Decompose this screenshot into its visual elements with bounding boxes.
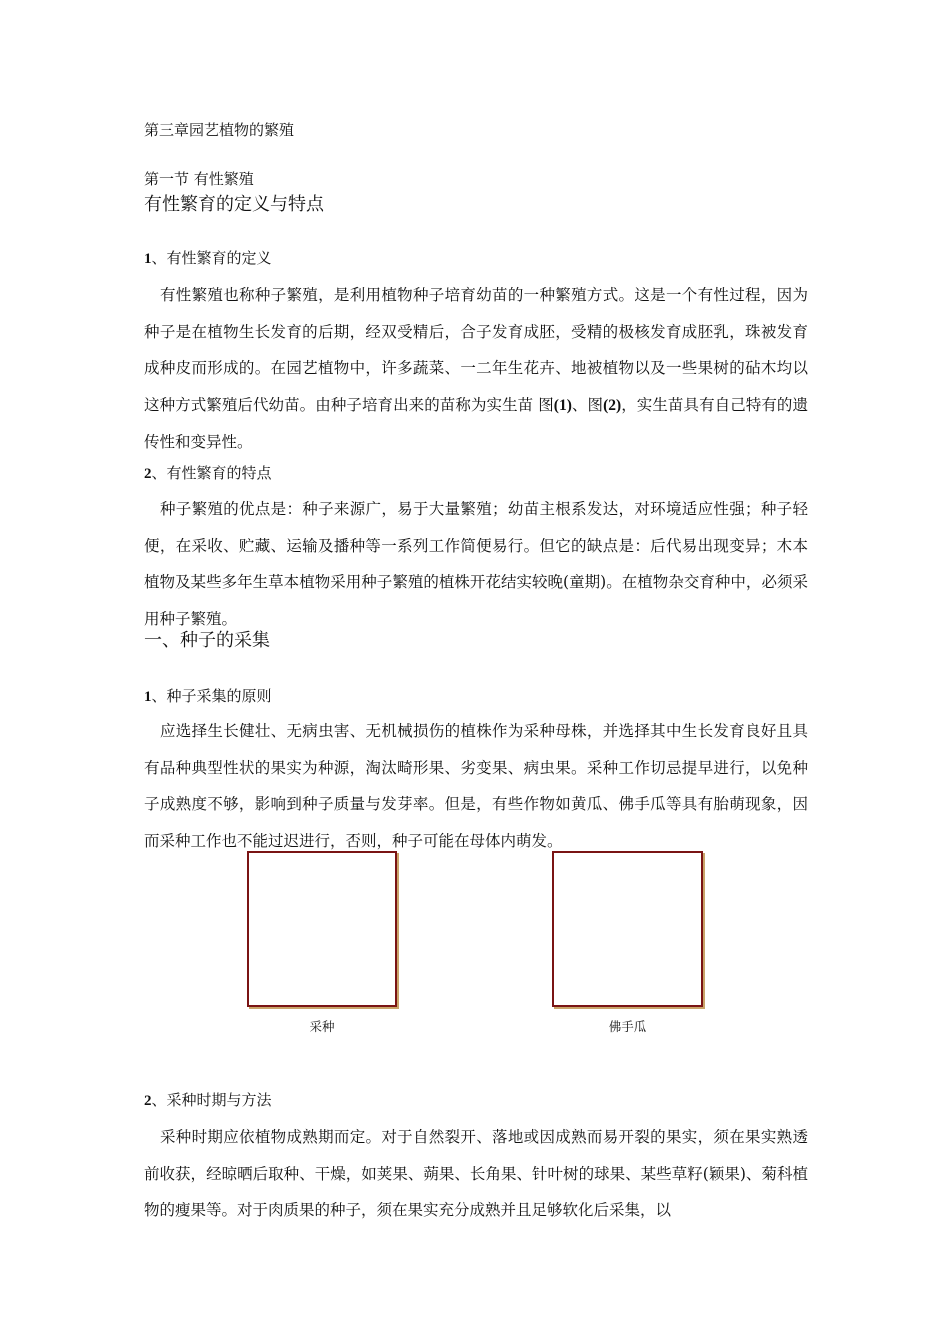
heading-text: 、有性繁育的特点 [151,464,272,482]
heading-number: 2 [144,466,152,482]
chapter-title: 第三章园艺植物的繁殖 [144,121,295,139]
heading-text: 、采种时期与方法 [151,1091,272,1109]
heading-timing-methods [144,1089,272,1110]
heading-principles [144,685,272,706]
figure-ref-1: (1) [553,396,572,414]
heading-definition [144,247,272,268]
heading-features [144,462,272,483]
heading-seed-collection: 一、种子的采集 [144,630,270,651]
paragraph-timing-methods: 采种时期应依植物成熟期而定。对于自然裂开、落地或因成熟而易开裂的果实，须在果实熟透前收获，经晾晒后取种、干燥，如荚果、蒴果、长角果、针叶树的球果、某些草籽(颖果)、菊科植物的瘦果等。对于肉质果的种子，须在果实充分成熟并且足够软化后采集，以 [144,1128,808,1219]
section-title: 第一节 有性繁殖 [144,170,254,188]
paragraph-principles: 应选择生长健壮、无病虫害、无机械损伤的植株作为采种母株，并选择其中生长发育良好且具有品种典型性状的果实为种源，淘汰畸形果、劣变果、病虫果。采种工作切忌提早进行，以免种子成熟度不够，影响到种子质量与发芽率。但是，有些作物如黄瓜、佛手瓜等具有胎萌现象，因而采种工作也不能过迟进行，否则，种子可能在母体内萌发。 [144,722,808,850]
paragraph-text: ，实生苗具有自己特有的遗传性和变异性。 [144,395,808,451]
figure-seed-collection [247,851,397,1007]
figure-caption-chayote: 佛手瓜 [608,1019,647,1034]
paragraph-text: 有性繁殖也称种子繁殖，是利用植物种子培育幼苗的一种繁殖方式。这是一个有性过程，因为种子是在植物生长发育的后期，经双受精后，合子发育成胚，受精的极核发育成胚乳，珠被发育成种皮而形成的。在园艺植物中，许多蔬菜、一二年生花卉、地被植物以及一些果树的砧木均以这种方式繁殖后代幼苗。由种子培育出来的苗称为实生苗 图 [144,286,808,414]
heading-number: 1 [144,251,152,267]
subsection-title: 有性繁育的定义与特点 [144,194,324,215]
heading-text: 、种子采集的原则 [151,687,272,705]
heading-number: 1 [144,689,152,705]
heading-text: 、有性繁育的定义 [151,249,272,267]
paragraph-definition [144,277,808,461]
figure-ref-2: (2) [603,396,622,414]
figure-chayote [552,851,703,1007]
heading-number: 2 [144,1093,152,1109]
paragraph-features: 种子繁殖的优点是：种子来源广，易于大量繁殖；幼苗主根系发达，对环境适应性强；种子轻便，在采收、贮藏、运输及播种等一系列工作简便易行。但它的缺点是：后代易出现变异；木本植物及某些多年生草本植物采用种子繁殖的植株开花结实较晚(童期)。在植物杂交育种中，必须采用种子繁殖。 [144,500,808,628]
figure-caption-seed-collection: 采种 [309,1019,335,1034]
paragraph-text: 、图 [571,395,604,414]
